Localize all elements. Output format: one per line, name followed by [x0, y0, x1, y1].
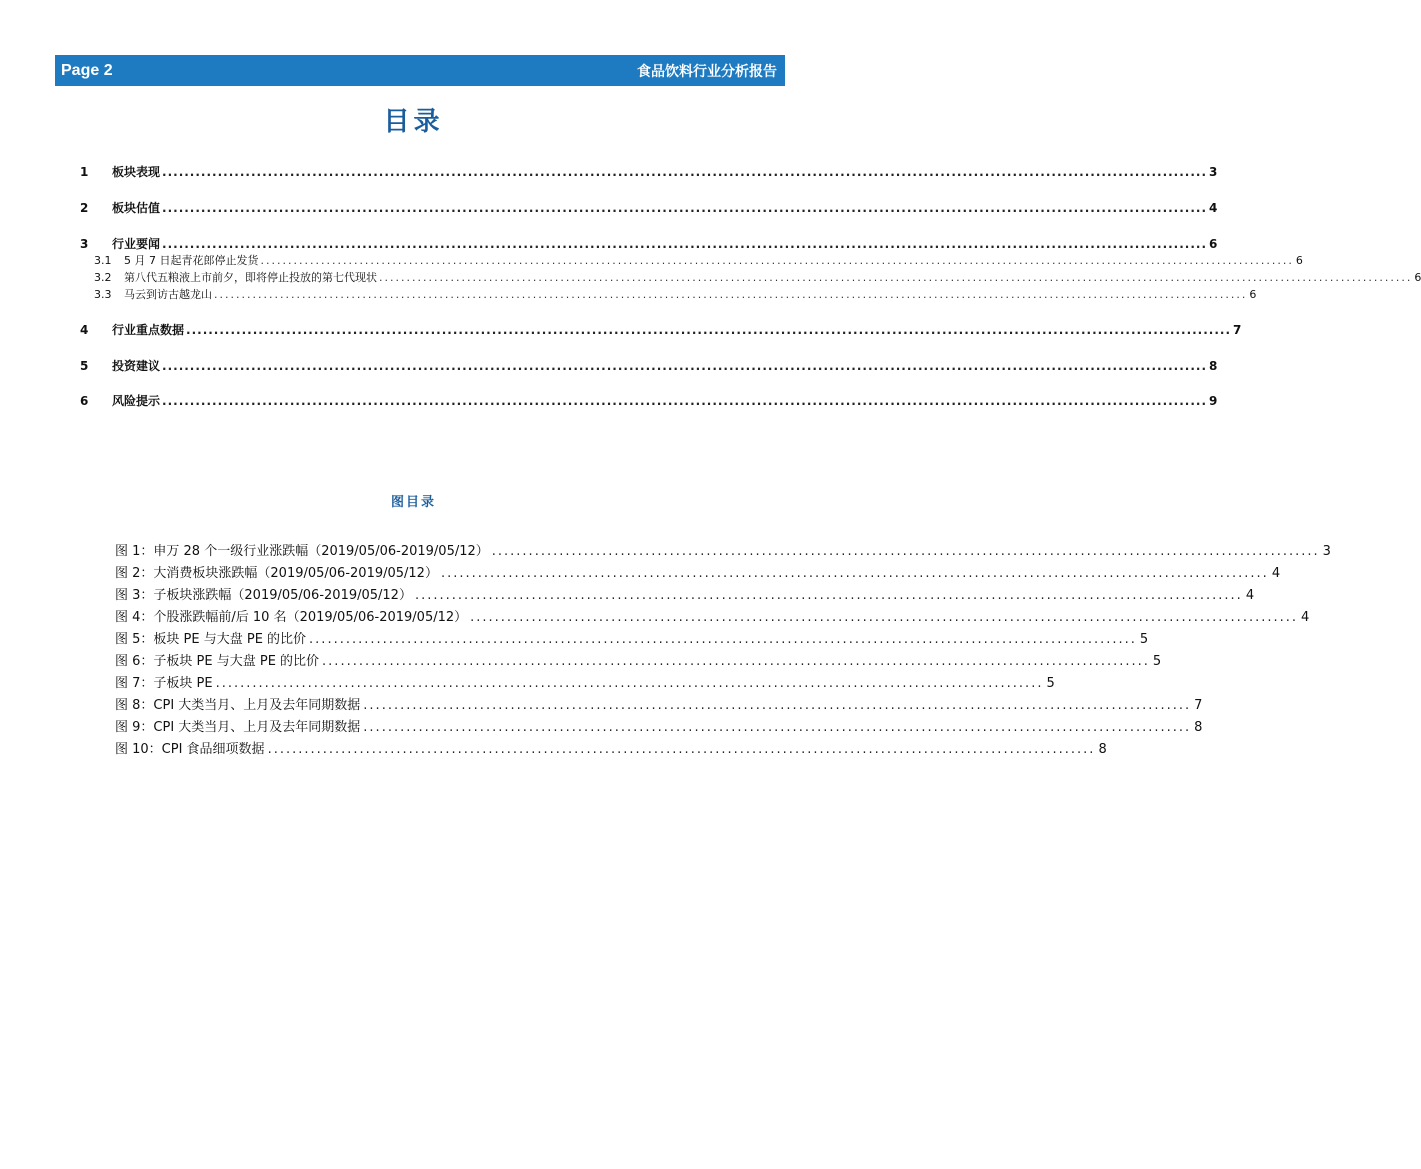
- toc-leader: ............................................................................................................................................................................................: [162, 394, 1208, 408]
- toc-leader: ............................................................................................................................................................................................: [162, 165, 1208, 179]
- figure-entry-page: 4: [1271, 566, 1281, 581]
- figure-entry-text: 图 3：子板块涨跌幅（2019/05/06-2019/05/12）: [115, 588, 412, 603]
- toc-heading: 目录: [383, 107, 444, 137]
- toc-entry-page: 9: [1209, 394, 1218, 408]
- toc-entry-text: 行业要闻: [112, 237, 161, 251]
- toc-entry-page: 4: [1209, 201, 1218, 215]
- toc-entry[interactable]: [80, 160, 1218, 180]
- figure-entry-page: 4: [1301, 610, 1310, 625]
- figure-entry-text: 图 4：个股涨跌幅前/后 10 名（2019/05/06-2019/05/12）: [115, 610, 468, 625]
- toc-entry-page: 8: [1209, 359, 1218, 373]
- figure-entry-page: 8: [1098, 742, 1107, 757]
- toc-leader: ............................................................................................................................................................................................: [186, 323, 1232, 337]
- toc-leader: ............................................................................................................................................................................................: [162, 201, 1208, 215]
- figure-entry[interactable]: [115, 672, 1055, 692]
- toc-entry-text: 第八代五粮液上市前夕，即将停止投放的第七代现状: [124, 271, 377, 284]
- figure-entry-text: 图 10：CPI 食品细项数据: [115, 742, 265, 757]
- toc-entry-text: 5 月 7 日起青花郎停止发货: [124, 254, 259, 267]
- figure-entry-text: 图 9：CPI 大类当月、上月及去年同期数据: [115, 720, 361, 735]
- figure-entry-page: 5: [1046, 676, 1055, 691]
- toc-entry-text: 板块估值: [112, 201, 161, 215]
- figure-entry-text: 图 5：板块 PE 与大盘 PE 的比价: [115, 632, 307, 647]
- figure-entry-page: 3: [1322, 544, 1331, 559]
- figure-leader: .......................................................................................................................................: [309, 632, 1137, 647]
- toc-entry-text: 马云到访古越龙山: [124, 288, 212, 301]
- figure-entry[interactable]: [115, 694, 1203, 714]
- toc-entry-page: 6: [1295, 254, 1303, 267]
- figure-entry-text: 图 8：CPI 大类当月、上月及去年同期数据: [115, 698, 361, 713]
- toc-entry[interactable]: [80, 389, 1218, 409]
- toc-entry-text: 行业重点数据: [112, 323, 185, 337]
- toc-entry-text: 风险提示: [112, 394, 161, 408]
- toc-entry-number: 6: [80, 394, 89, 408]
- figure-entry-page: 8: [1194, 720, 1203, 735]
- toc-entry[interactable]: [80, 354, 1218, 374]
- figure-entry[interactable]: [115, 716, 1203, 736]
- figure-leader: .......................................................................................................................................: [491, 544, 1320, 559]
- figure-entry[interactable]: [115, 584, 1255, 604]
- toc-leader: ............................................................................................................................................................................................: [260, 254, 1294, 267]
- toc-entry-number: 5: [80, 359, 89, 373]
- figure-leader: .......................................................................................................................................: [470, 610, 1299, 625]
- toc-leader: ............................................................................................................................................................................................: [379, 271, 1413, 284]
- toc-entry-page: 3: [1209, 165, 1218, 179]
- toc-entry-number: 3: [80, 237, 89, 251]
- toc-entry-text: 板块表现: [112, 165, 161, 179]
- figure-entry[interactable]: [115, 738, 1107, 758]
- toc-entry-text: 投资建议: [112, 359, 161, 373]
- toc-entry[interactable]: [80, 318, 1242, 338]
- figure-entry-page: 7: [1194, 698, 1203, 713]
- figure-leader: .......................................................................................................................................: [215, 676, 1044, 691]
- toc-entry-number: 3.3: [94, 288, 112, 301]
- figure-entry[interactable]: [115, 628, 1149, 648]
- toc-entry-number: 3.1: [94, 254, 112, 267]
- page-number-label: Page 2: [61, 61, 113, 79]
- toc-entry-page: 7: [1233, 323, 1242, 337]
- figure-entry-text: 图 6：子板块 PE 与大盘 PE 的比价: [115, 654, 320, 669]
- figure-entry[interactable]: [115, 606, 1310, 626]
- toc-entry-page: 6: [1414, 271, 1421, 284]
- toc-entry-page: 6: [1249, 288, 1257, 301]
- figure-entry[interactable]: [115, 650, 1162, 670]
- report-title: 食品饮料行业分析报告: [637, 62, 777, 79]
- figure-entry-text: 图 1：申万 28 个一级行业涨跌幅（2019/05/06-2019/05/12）: [115, 544, 489, 559]
- toc-entry-number: 3.2: [94, 271, 112, 284]
- figure-leader: .......................................................................................................................................: [363, 720, 1192, 735]
- figure-entry[interactable]: [115, 562, 1281, 582]
- toc-entry[interactable]: [80, 196, 1218, 216]
- figure-entry-page: 5: [1139, 632, 1149, 647]
- figure-leader: .......................................................................................................................................: [267, 742, 1096, 757]
- figure-leader: .......................................................................................................................................: [322, 654, 1150, 669]
- toc-subentry[interactable]: [80, 283, 1257, 303]
- figure-list-heading: 图目录: [390, 495, 436, 510]
- figure-leader: .......................................................................................................................................: [414, 588, 1243, 603]
- toc-entry-number: 2: [80, 201, 89, 215]
- figure-entry-text: 图 2：大消费板块涨跌幅（2019/05/06-2019/05/12）: [115, 566, 438, 581]
- toc-entry-number: 1: [80, 165, 89, 179]
- figure-leader: .......................................................................................................................................: [440, 566, 1269, 581]
- toc-leader: ............................................................................................................................................................................................: [162, 359, 1208, 373]
- toc-entry-number: 4: [80, 323, 89, 337]
- toc-leader: ............................................................................................................................................................................................: [214, 288, 1248, 301]
- page-header: [55, 55, 785, 86]
- figure-entry-text: 图 7：子板块 PE: [115, 676, 213, 691]
- toc-entry-page: 6: [1209, 237, 1218, 251]
- figure-entry-page: 4: [1245, 588, 1255, 603]
- figure-entry-page: 5: [1152, 654, 1162, 669]
- toc-leader: ............................................................................................................................................................................................: [162, 237, 1208, 251]
- figure-leader: .......................................................................................................................................: [363, 698, 1192, 713]
- figure-entry[interactable]: [115, 540, 1331, 560]
